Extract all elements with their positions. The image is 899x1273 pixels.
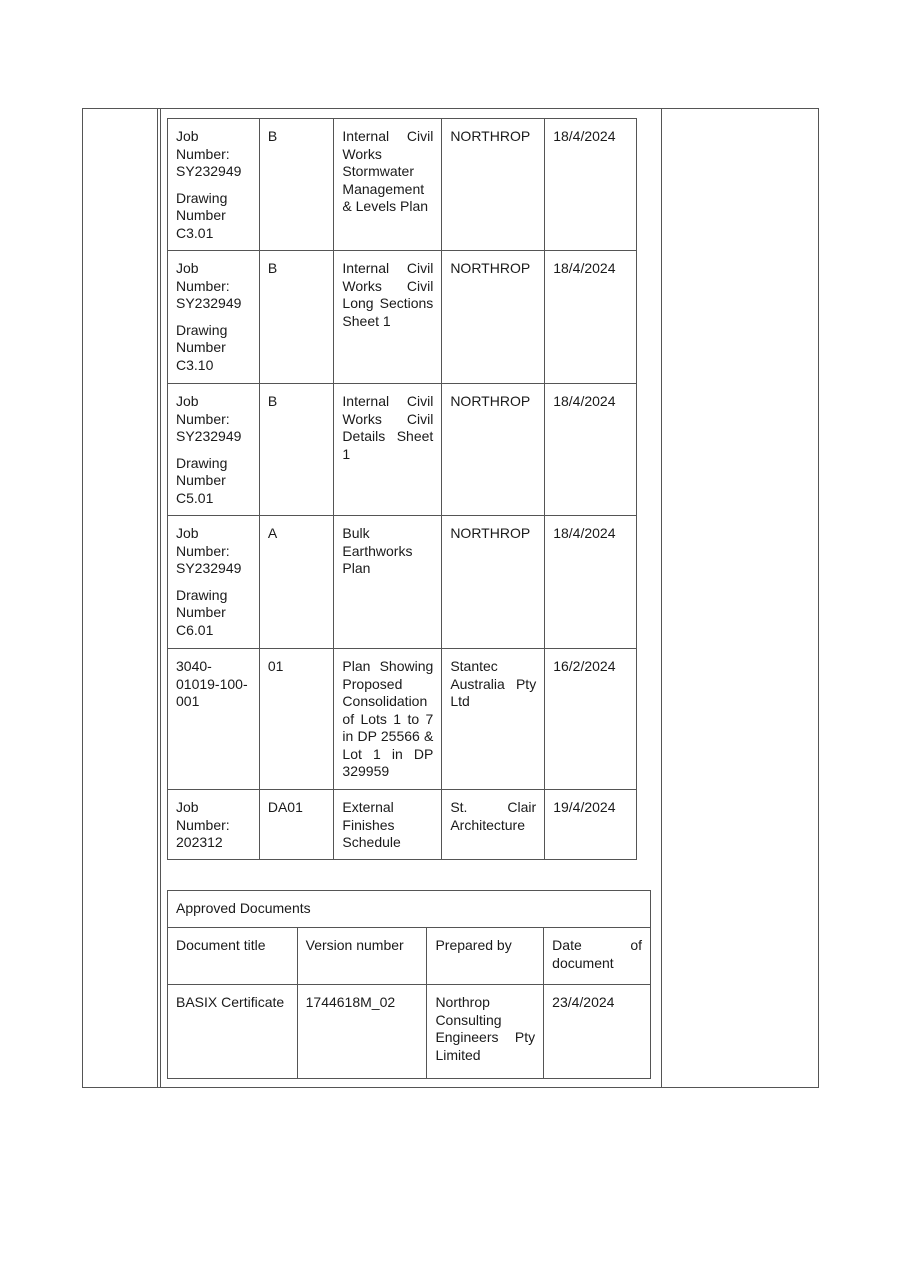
drawing-revision: B bbox=[259, 119, 334, 251]
drawing-title: Internal Civil Works Civil Details Sheet 1 bbox=[334, 384, 442, 516]
column-divider bbox=[160, 109, 161, 1087]
approved-documents-table bbox=[167, 890, 651, 1079]
drawing-date: 18/4/2024 bbox=[545, 516, 637, 649]
drawing-prepared-by: NORTHROP bbox=[442, 251, 545, 384]
column-divider bbox=[157, 109, 158, 1087]
drawing-reference: Job Number: SY232949 Drawing Number C5.01 bbox=[168, 384, 260, 516]
drawing-title: Internal Civil Works Civil Long Sections Sheet 1 bbox=[334, 251, 442, 384]
table-row bbox=[168, 251, 637, 384]
table-row bbox=[168, 649, 637, 790]
table-row bbox=[168, 790, 637, 860]
document-prepared-by: Northrop Consulting Engineers Pty Limited bbox=[427, 985, 544, 1079]
drawing-date: 18/4/2024 bbox=[545, 119, 637, 251]
drawing-prepared-by: Stantec Australia Pty Ltd bbox=[442, 649, 545, 790]
drawing-title: Internal Civil Works Stormwater Management & Levels Plan bbox=[334, 119, 442, 251]
column-header: Version number bbox=[297, 928, 427, 985]
table-row bbox=[168, 516, 637, 649]
drawing-reference: Job Number: 202312 bbox=[168, 790, 260, 860]
drawing-reference: 3040-01019-100-001 bbox=[168, 649, 260, 790]
drawing-prepared-by: NORTHROP bbox=[442, 516, 545, 649]
document-title: BASIX Certificate bbox=[168, 985, 298, 1079]
drawing-title: External Finishes Schedule bbox=[334, 790, 442, 860]
drawing-revision: B bbox=[259, 251, 334, 384]
column-header: Document title bbox=[168, 928, 298, 985]
drawing-reference: Job Number: SY232949 Drawing Number C3.10 bbox=[168, 251, 260, 384]
column-header: Date of document bbox=[544, 928, 651, 985]
drawing-title: Bulk Earthworks Plan bbox=[334, 516, 442, 649]
drawings-table bbox=[167, 118, 637, 860]
drawing-revision: B bbox=[259, 384, 334, 516]
drawing-title: Plan Showing Proposed Consolidation of Lots 1 to 7 in DP 25566 & Lot 1 in DP 329959 bbox=[334, 649, 442, 790]
drawing-reference: Job Number: SY232949 Drawing Number C6.01 bbox=[168, 516, 260, 649]
column-header: Prepared by bbox=[427, 928, 544, 985]
table-heading-row bbox=[168, 891, 651, 928]
document-version: 1744618M_02 bbox=[297, 985, 427, 1079]
drawing-revision: 01 bbox=[259, 649, 334, 790]
table-row bbox=[168, 384, 637, 516]
drawing-reference: Job Number: SY232949 Drawing Number C3.01 bbox=[168, 119, 260, 251]
drawing-revision: A bbox=[259, 516, 334, 649]
drawing-prepared-by: NORTHROP bbox=[442, 119, 545, 251]
drawing-revision: DA01 bbox=[259, 790, 334, 860]
table-row bbox=[168, 985, 651, 1079]
column-divider bbox=[661, 109, 662, 1087]
document-date: 23/4/2024 bbox=[544, 985, 651, 1079]
drawing-date: 16/2/2024 bbox=[545, 649, 637, 790]
drawing-prepared-by: St. Clair Architecture bbox=[442, 790, 545, 860]
approved-documents-heading: Approved Documents bbox=[168, 891, 651, 928]
drawing-prepared-by: NORTHROP bbox=[442, 384, 545, 516]
drawing-date: 18/4/2024 bbox=[545, 251, 637, 384]
table-header-row bbox=[168, 928, 651, 985]
drawing-date: 18/4/2024 bbox=[545, 384, 637, 516]
drawing-date: 19/4/2024 bbox=[545, 790, 637, 860]
table-row bbox=[168, 119, 637, 251]
